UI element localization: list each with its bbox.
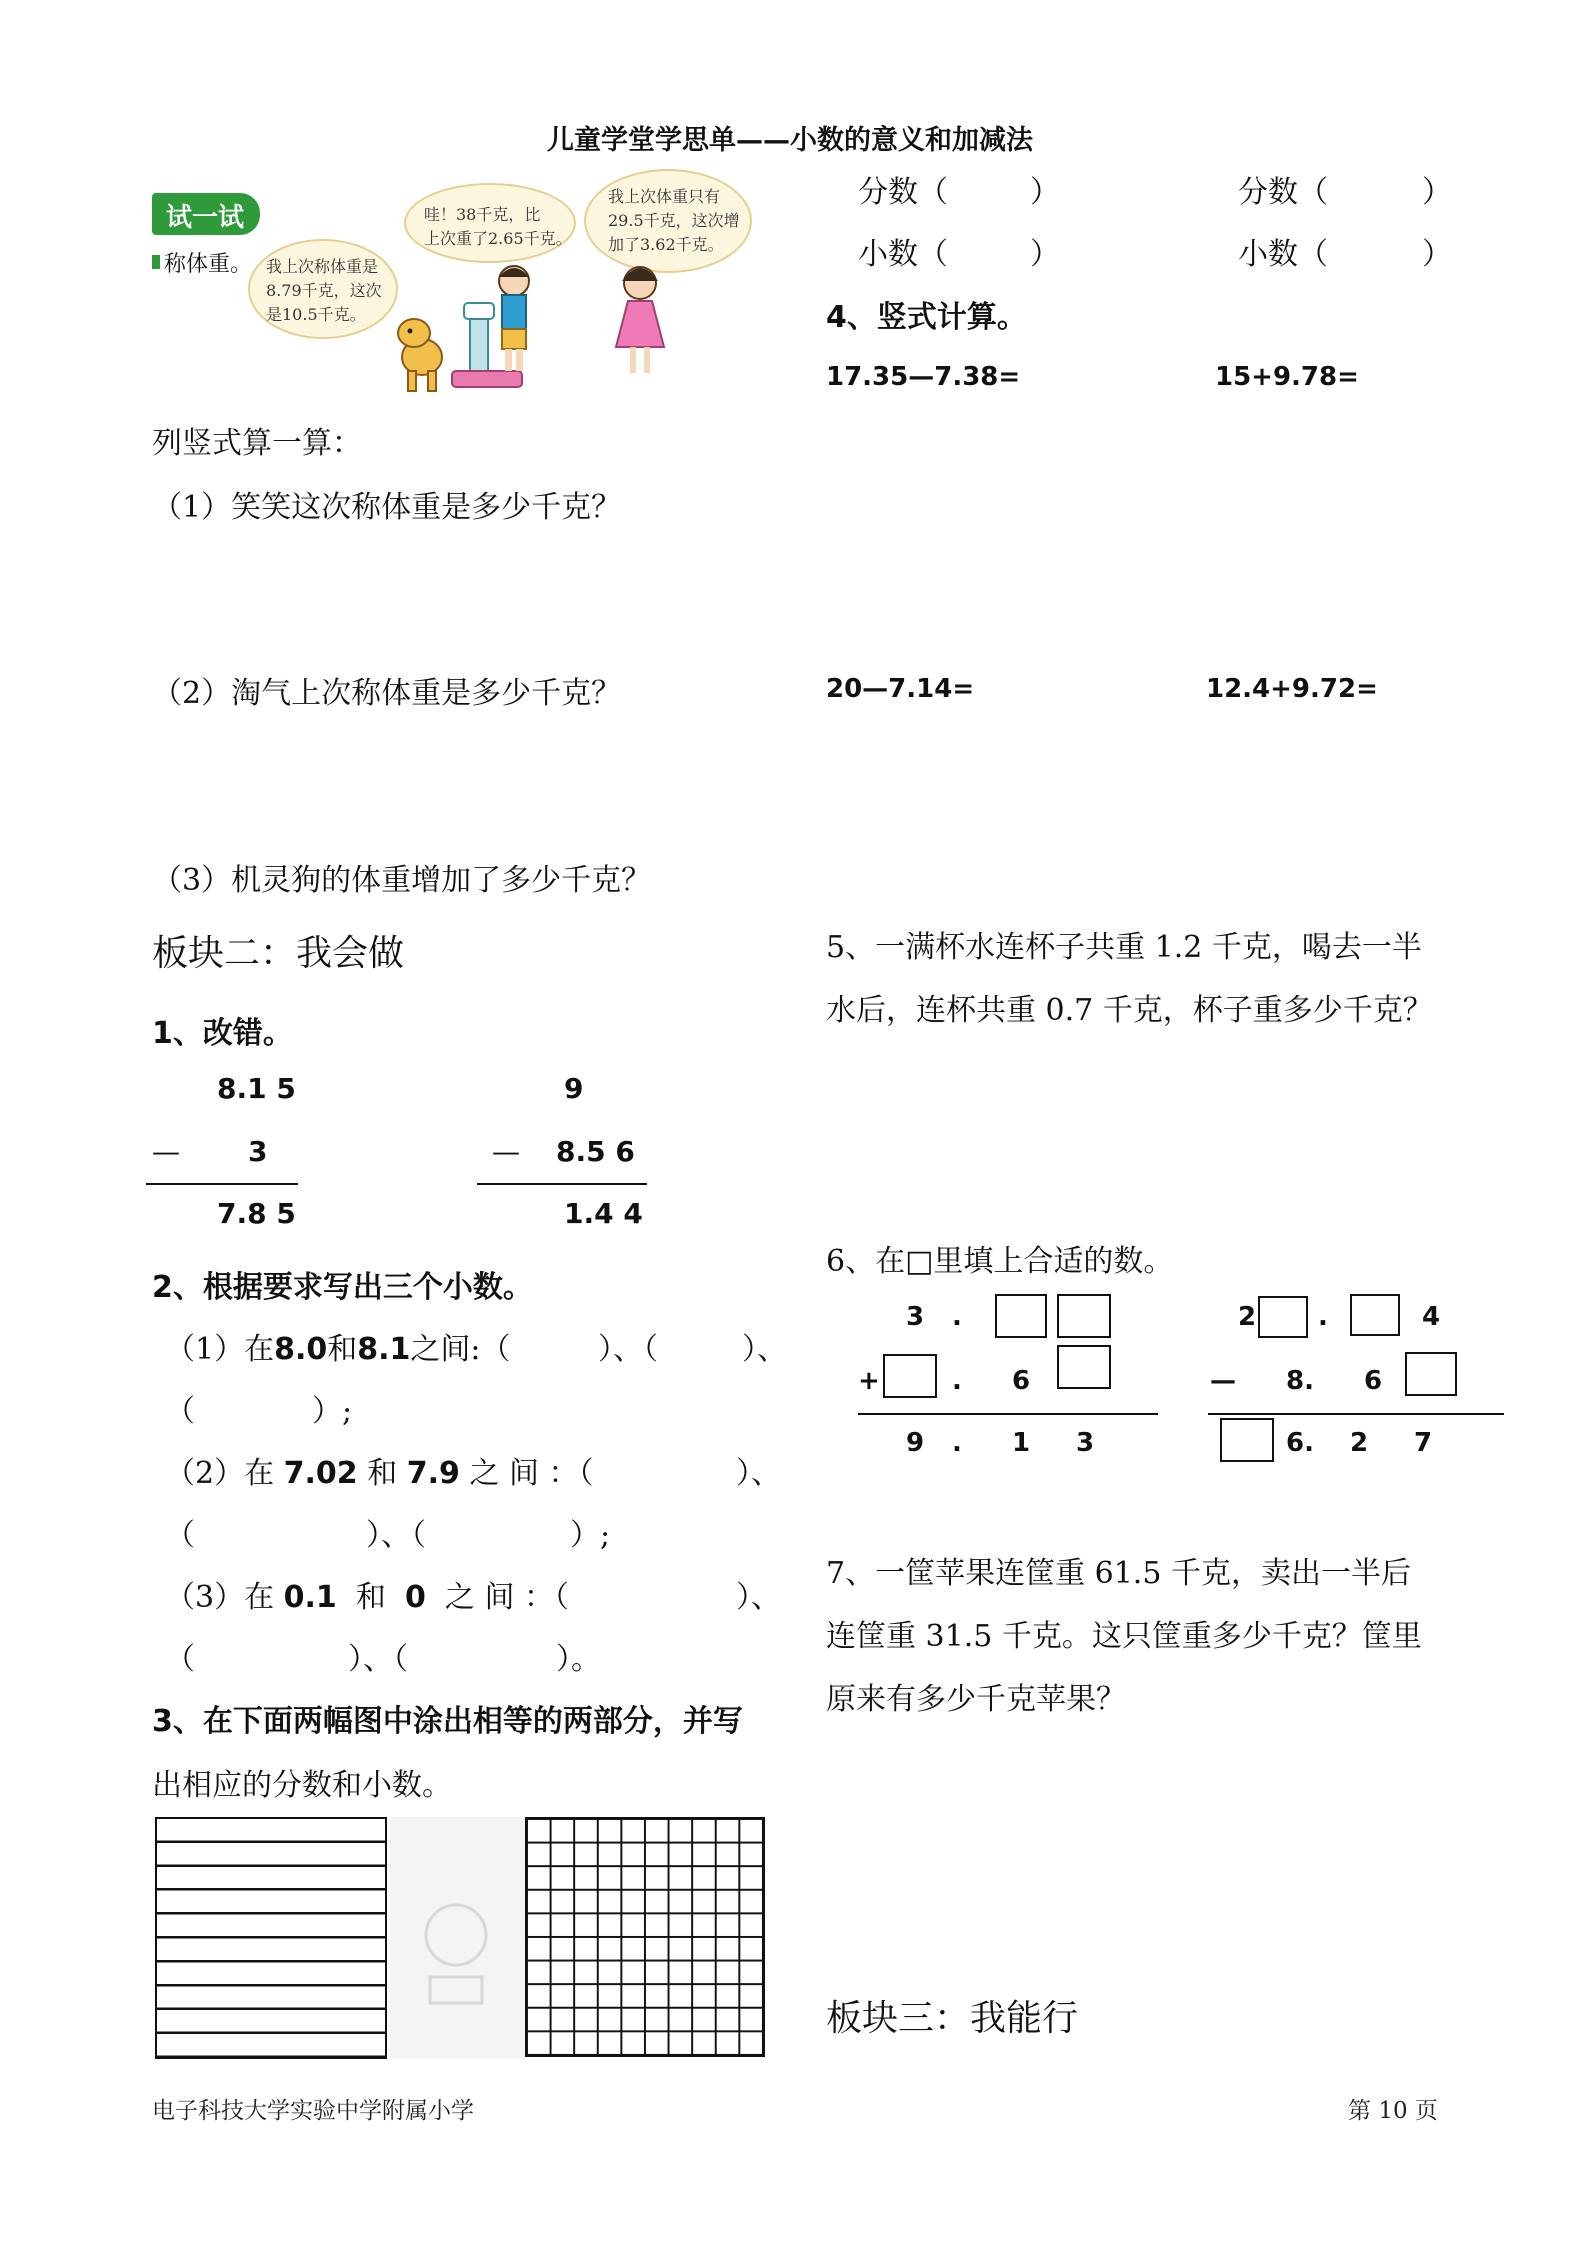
problem-2-1-line2-open: （ xyxy=(165,1394,195,1429)
problem-2-title: 2、根据要求写出三个小数。 xyxy=(152,1270,533,1305)
problem-2-2-line1: （2）在 7.02 和 7.9 之 间 ：（ xyxy=(165,1456,594,1491)
problem-2-1-sep2: ）、 xyxy=(742,1332,787,1367)
p6-right-r3-box[interactable] xyxy=(1220,1418,1274,1462)
p6-left-r3-c: 3 xyxy=(1076,1428,1095,1458)
problem-2-2-end: ）; xyxy=(570,1518,611,1553)
p6-left-r3-dot: . xyxy=(952,1428,962,1458)
p6-left-r1-box2[interactable] xyxy=(1057,1294,1111,1338)
p6-right-r1-dot: . xyxy=(1318,1302,1328,1332)
correction-a-result: 7.8 5 xyxy=(217,1197,296,1230)
problem-2-3-line2-open: （ xyxy=(165,1642,195,1677)
correction-a-top: 8.1 5 xyxy=(217,1072,296,1105)
p6-left-r1-dot: . xyxy=(952,1302,962,1332)
question-3: （3）机灵狗的体重增加了多少千克？ xyxy=(152,863,652,898)
try-banner-label: 试一试 xyxy=(166,203,245,233)
p6-right-r2-box[interactable] xyxy=(1405,1352,1457,1396)
problem-3-title-line2: 出相应的分数和小数。 xyxy=(152,1768,452,1803)
problem-2-3-sep1: ）、 xyxy=(736,1580,781,1615)
characters-drawing xyxy=(152,165,772,397)
correction-b-subtrahend: 8.5 6 xyxy=(556,1135,635,1168)
problem-5-line1: 5、一满杯水连杯子共重 1.2 千克，喝去一半 xyxy=(826,930,1422,965)
problem-7-line2: 连筐重 31.5 千克。这只筐重多少千克？筐里 xyxy=(826,1619,1422,1654)
problem-2-3-end: ）。 xyxy=(556,1642,601,1677)
correction-b-minus: — xyxy=(492,1135,520,1168)
p6-left-sum-line xyxy=(858,1413,1158,1415)
p6-right-r1-digit2: 4 xyxy=(1422,1302,1441,1332)
fraction-label-2: 分数（ xyxy=(1238,175,1328,210)
p6-right-r3-b: 2 xyxy=(1350,1428,1369,1458)
p6-right-r3-a: 6. xyxy=(1286,1428,1314,1458)
calc-2: 15+9.78= xyxy=(1215,362,1359,392)
girl-figure xyxy=(616,267,664,373)
section-2-heading: 板块二：我会做 xyxy=(152,933,405,974)
fraction-label-1: 分数（ xyxy=(858,175,948,210)
correction-b-top: 9 xyxy=(564,1072,584,1105)
weighing-illustration xyxy=(152,165,772,397)
p6-right-r1-box2[interactable] xyxy=(1350,1294,1400,1336)
problem-2-1-sep1: ）、（ xyxy=(598,1332,658,1367)
section-3-heading: 板块三：我能行 xyxy=(826,1998,1079,2039)
p6-left-r3-a: 9 xyxy=(906,1428,925,1458)
decimal-label-2: 小数（ xyxy=(1238,237,1328,272)
p6-left-r2-dot: . xyxy=(952,1366,962,1396)
fraction-close-2: ） xyxy=(1422,175,1452,210)
decimal-label-1: 小数（ xyxy=(858,237,948,272)
boy-figure xyxy=(499,266,529,371)
problem-2-1-line1: （1）在8.0和8.1之间:（ xyxy=(165,1332,511,1367)
problem-2-3-line1: （3）在 0.1 和 0 之 间 ：（ xyxy=(165,1580,569,1615)
p6-left-r1-digit: 3 xyxy=(906,1302,925,1332)
square-grid-figure[interactable] xyxy=(525,1817,765,2057)
instruction-text: 列竖式算一算： xyxy=(152,426,362,461)
problem-2-2-sep1: ）、 xyxy=(736,1456,781,1491)
problem-1-title: 1、改错。 xyxy=(152,1016,293,1051)
p6-left-r2-plus: + xyxy=(858,1366,880,1396)
p6-right-diff-line xyxy=(1208,1413,1504,1415)
dog-figure xyxy=(398,319,442,391)
question-2: （2）淘气上次称体重是多少千克？ xyxy=(152,676,622,711)
illustration-subtitle: 称体重。 xyxy=(164,252,253,277)
calc-1: 17.35—7.38= xyxy=(826,362,1021,392)
calc-3: 20—7.14= xyxy=(826,674,975,704)
correction-a-subtrahend: 3 xyxy=(248,1135,268,1168)
correction-b-result: 1.4 4 xyxy=(564,1197,643,1230)
decimal-close-2: ） xyxy=(1422,237,1452,272)
question-1: （1）笑笑这次称体重是多少千克？ xyxy=(152,490,622,525)
problem-2-1-end: ）; xyxy=(312,1394,353,1429)
girl-speech-bubble: 我上次体重只有 29.5千克，这次增 加了3.62千克。 xyxy=(584,169,752,273)
problem-4-title: 4、竖式计算。 xyxy=(826,300,1027,335)
fraction-close-1: ） xyxy=(1030,175,1060,210)
problem-2-2-sep2: ）、（ xyxy=(366,1518,426,1553)
calc-4: 12.4+9.72= xyxy=(1206,674,1378,704)
problem-3-title-line1: 3、在下面两幅图中涂出相等的两部分，并写 xyxy=(152,1704,743,1739)
p6-right-r3-c: 7 xyxy=(1414,1428,1433,1458)
problem-6-title: 6、在□里填上合适的数。 xyxy=(826,1244,1174,1279)
p6-right-r2-a: 8. xyxy=(1286,1366,1314,1396)
footer-page: 第 10 页 xyxy=(1348,2098,1438,2124)
problem-7-line1: 7、一筐苹果连筐重 61.5 千克，卖出一半后 xyxy=(826,1556,1411,1591)
p6-right-r2-b: 6 xyxy=(1364,1366,1383,1396)
p6-left-r2-box2[interactable] xyxy=(1057,1345,1111,1389)
problem-5-line2: 水后，连杯共重 0.7 千克，杯子重多少千克？ xyxy=(826,993,1433,1028)
boy-speech-bubble: 哇！38千克，比 上次重了2.65千克。 xyxy=(404,183,576,263)
p6-left-r1-box1[interactable] xyxy=(995,1294,1047,1338)
faded-cartoon-background xyxy=(390,1817,525,2059)
problem-7-line3: 原来有多少千克苹果？ xyxy=(826,1682,1126,1717)
correction-a-line xyxy=(146,1183,298,1185)
faded-cartoon-icon xyxy=(390,1817,525,2059)
problem-2-3-sep2: ）、（ xyxy=(348,1642,408,1677)
problem-2-2-line2-open: （ xyxy=(165,1518,195,1553)
striped-rectangle-figure[interactable] xyxy=(155,1817,387,2059)
p6-right-r1-box1[interactable] xyxy=(1258,1296,1308,1338)
page-number: 10 xyxy=(1378,2098,1408,2124)
p6-left-r3-b: 1 xyxy=(1012,1428,1031,1458)
footer-school: 电子科技大学实验中学附属小学 xyxy=(152,2098,474,2124)
correction-a-minus: — xyxy=(152,1135,180,1168)
page-title: 儿童学堂学思单——小数的意义和加减法 xyxy=(547,125,1033,156)
p6-left-r2-box1[interactable] xyxy=(883,1354,937,1398)
decimal-close-1: ） xyxy=(1030,237,1060,272)
p6-left-r2-digit: 6 xyxy=(1012,1366,1031,1396)
p6-right-r1-digit: 2 xyxy=(1238,1302,1257,1332)
correction-b-line xyxy=(477,1183,647,1185)
p6-right-r2-minus: — xyxy=(1210,1366,1236,1396)
dog-speech-bubble: 我上次称体重是 8.79千克，这次 是10.5千克。 xyxy=(248,239,398,339)
